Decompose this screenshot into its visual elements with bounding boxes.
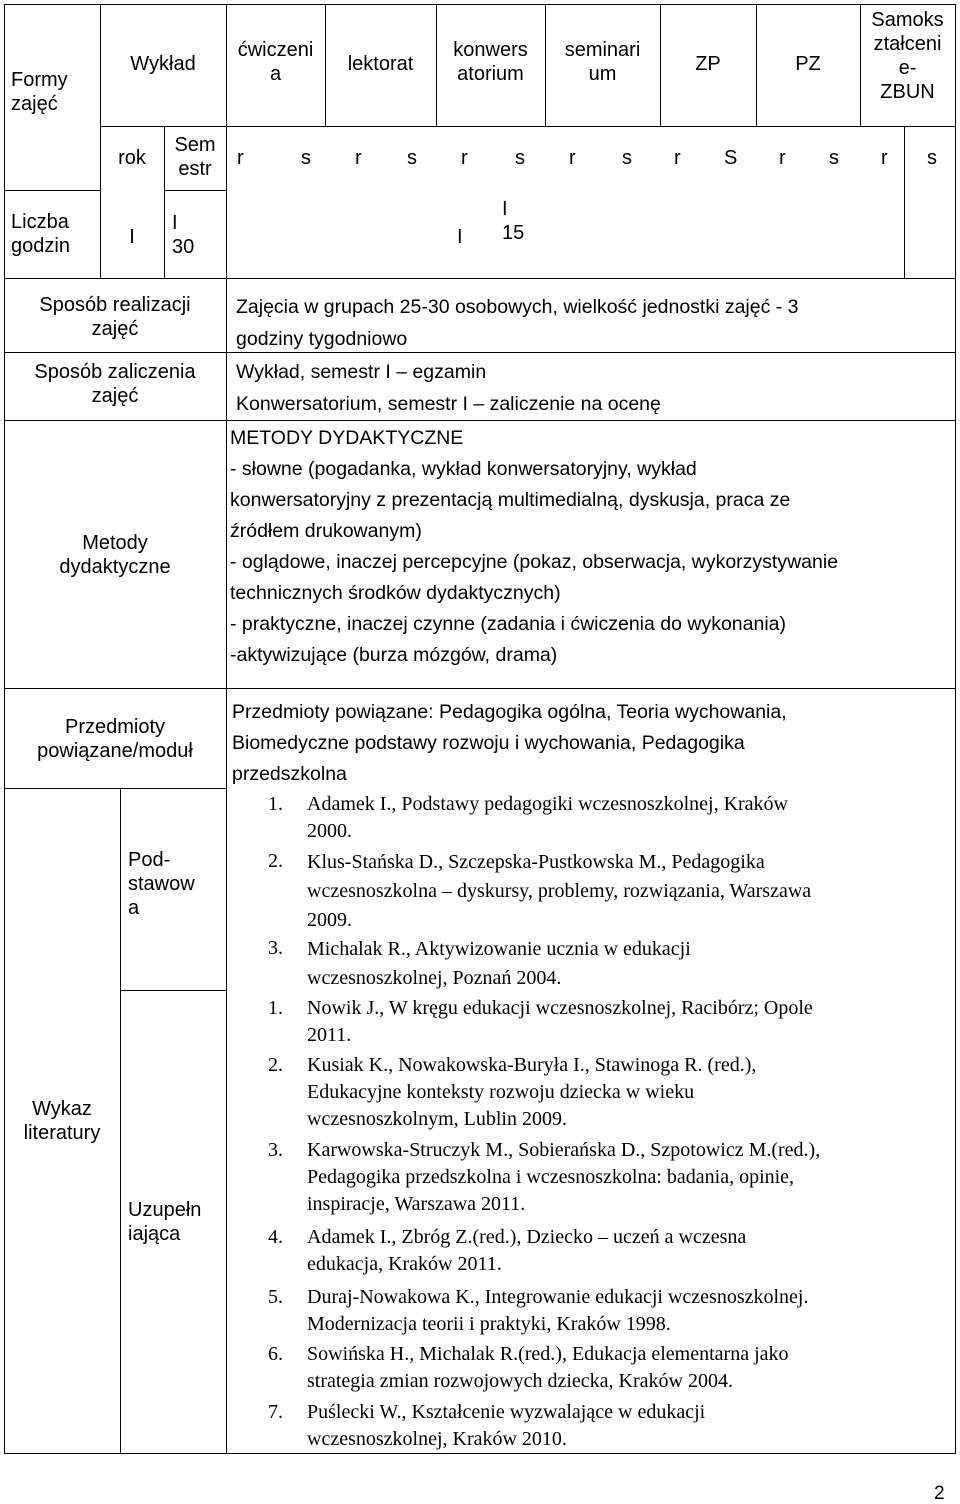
- col-rok: rok: [118, 147, 146, 169]
- hours-label: Liczba godzin: [11, 211, 70, 257]
- hours-konw-s: I 15: [502, 198, 525, 244]
- page-number: 2: [934, 1483, 945, 1504]
- col-zp: ZP: [695, 53, 721, 75]
- rs-cell: s: [515, 147, 525, 169]
- literature-subrow-divider: [120, 990, 226, 991]
- col-samoksztalcenie: Samoks ztałceni e- ZBUN: [871, 9, 944, 103]
- hours-rok: I: [129, 226, 135, 248]
- row-divider: [4, 420, 956, 421]
- text-przedmioty: Przedmioty powiązane: Pedagogika ogólna, Teoria wychowania, Biomedyczne podstawy rozwoju i wychowania, Pedagogika przedszkolna: [232, 701, 787, 785]
- col-wyklad: Wykład: [130, 53, 196, 75]
- rs-cell: r: [569, 147, 576, 169]
- reference-item: 6.: [268, 1343, 283, 1365]
- rs-cell: r: [674, 147, 681, 169]
- reference-item: 1.: [268, 793, 283, 815]
- col-cwiczenia: ćwiczeni a: [237, 39, 314, 85]
- rs-cell: s: [829, 147, 839, 169]
- col-semestr: Sem estr: [174, 134, 216, 180]
- row-divider: [4, 688, 956, 689]
- reference-item: 3.: [268, 1139, 283, 1161]
- reference-item: 2.: [268, 850, 283, 872]
- rs-cell: s: [927, 147, 937, 169]
- reference-item: Adamek I., Zbróg Z.(red.), Dziecko – uczeń a wczesna edukacja, Kraków 2011.: [307, 1226, 747, 1275]
- rs-cell: r: [237, 147, 244, 169]
- reference-item: Adamek I., Podstawy pedagogiki wczesnoszkolnej, Kraków 2000.: [307, 793, 788, 842]
- header-col-divider: [226, 4, 227, 1454]
- reference-item: 5.: [268, 1286, 283, 1308]
- hours-konw-r: I: [457, 226, 463, 248]
- rs-cell: r: [461, 147, 468, 169]
- rs-cell: r: [355, 147, 362, 169]
- hours-semestr: I 30: [172, 212, 195, 258]
- reference-item: 2.: [268, 1054, 283, 1076]
- rs-cell: r: [881, 147, 888, 169]
- header-row-divider: [100, 126, 956, 127]
- header-row-divider: [4, 278, 956, 279]
- reference-item: Duraj-Nowakowa K., Integrowanie edukacji wczesnoszkolnej. Modernizacja teorii i praktyki, Kraków 1998.: [307, 1286, 809, 1335]
- reference-item: Karwowska-Struczyk M., Sobierańska D., Szpotowicz M.(red.), Pedagogika przedszkolna i wczesnoszkolna: badania, opinie, inspiracje, Warszawa 2011.: [307, 1139, 821, 1215]
- table-border-right: [955, 4, 956, 279]
- reference-item: 3.: [268, 937, 283, 959]
- reference-item: Sowińska H., Michalak R.(red.), Edukacja elementarna jako strategia zmian rozwojowych dziecka, Kraków 2004.: [307, 1343, 789, 1392]
- table-border-right-lower: [955, 278, 956, 1454]
- col-lektorat: lektorat: [347, 53, 414, 75]
- reference-item: 1.: [268, 997, 283, 1019]
- table-border-bottom: [4, 1453, 956, 1454]
- col-pz: PZ: [795, 53, 821, 75]
- reference-item: Puślecki W., Kształcenie wyzwalające w edukacji wczesnoszkolnej, Kraków 2010.: [307, 1401, 706, 1450]
- rs-cell: S: [724, 147, 738, 169]
- text-realizacja: Zajęcia w grupach 25-30 osobowych, wielkość jednostki zajęć - 3 godziny tygodniowo: [236, 296, 799, 350]
- forms-label: Formy zajęć: [11, 69, 68, 115]
- label-realizacja: Sposób realizacji zajęć: [39, 294, 191, 340]
- label-uzupelniajaca: Uzupełn iająca: [128, 1199, 202, 1245]
- reference-item: Nowik J., W kręgu edukacji wczesnoszkolnej, Racibórz; Opole 2011.: [307, 997, 813, 1046]
- text-metody: METODY DYDAKTYCZNE - słowne (pogadanka, wykład konwersatoryjny, wykład konwersatoryjny z prezentacją multimedialną, dyskusja, praca ze źródłem drukowanym) - oglądowe, inaczej percepcyjne (pokaz, obserwacja, wykorzystywanie technicznych środków dydaktycznych) - praktyczne, inaczej czynne (zadania i ćwiczenia do wykonania) -aktywizujące (burza mózgów, drama): [230, 427, 839, 666]
- label-metody: Metody dydaktyczne: [59, 532, 171, 578]
- label-zaliczenie: Sposób zaliczenia zajęć: [34, 361, 196, 407]
- row-divider: [4, 788, 226, 789]
- text-zaliczenie: Wykład, semestr I – egzamin Konwersatorium, semestr I – zaliczenie na ocenę: [236, 361, 661, 415]
- rs-cell: r: [779, 147, 786, 169]
- reference-item: Michalak R., Aktywizowanie ucznia w edukacji wczesnoszkolnej, Poznań 2004.: [307, 938, 691, 989]
- reference-item: Klus-Stańska D., Szczepska-Pustkowska M., Pedagogika wczesnoszkolna – dyskursy, problemy, rozwiązania, Warszawa 2009.: [307, 851, 812, 931]
- header-row-divider: [164, 190, 226, 191]
- header-row-divider: [4, 190, 100, 191]
- rs-cell: s: [622, 147, 632, 169]
- header-col-divider: [904, 126, 905, 279]
- reference-item: Kusiak K., Nowakowska-Buryła I., Stawinoga R. (red.), Edukacyjne konteksty rozwoju dziecka w wieku wczesnoszkolnym, Lublin 2009.: [307, 1054, 757, 1130]
- literature-subcol-divider: [120, 788, 121, 1454]
- col-konwersatorium: konwers atorium: [453, 39, 528, 85]
- col-seminarium: seminari um: [564, 39, 641, 85]
- rs-cell: s: [407, 147, 417, 169]
- label-przedmioty: Przedmioty powiązane/moduł: [37, 716, 193, 762]
- table-border-top: [4, 4, 956, 5]
- reference-item: 4.: [268, 1226, 283, 1248]
- rs-cell: s: [301, 147, 311, 169]
- label-podstawowa: Pod- stawow a: [128, 849, 195, 919]
- reference-item: 7.: [268, 1401, 283, 1423]
- label-literatura: Wykaz literatury: [23, 1098, 101, 1144]
